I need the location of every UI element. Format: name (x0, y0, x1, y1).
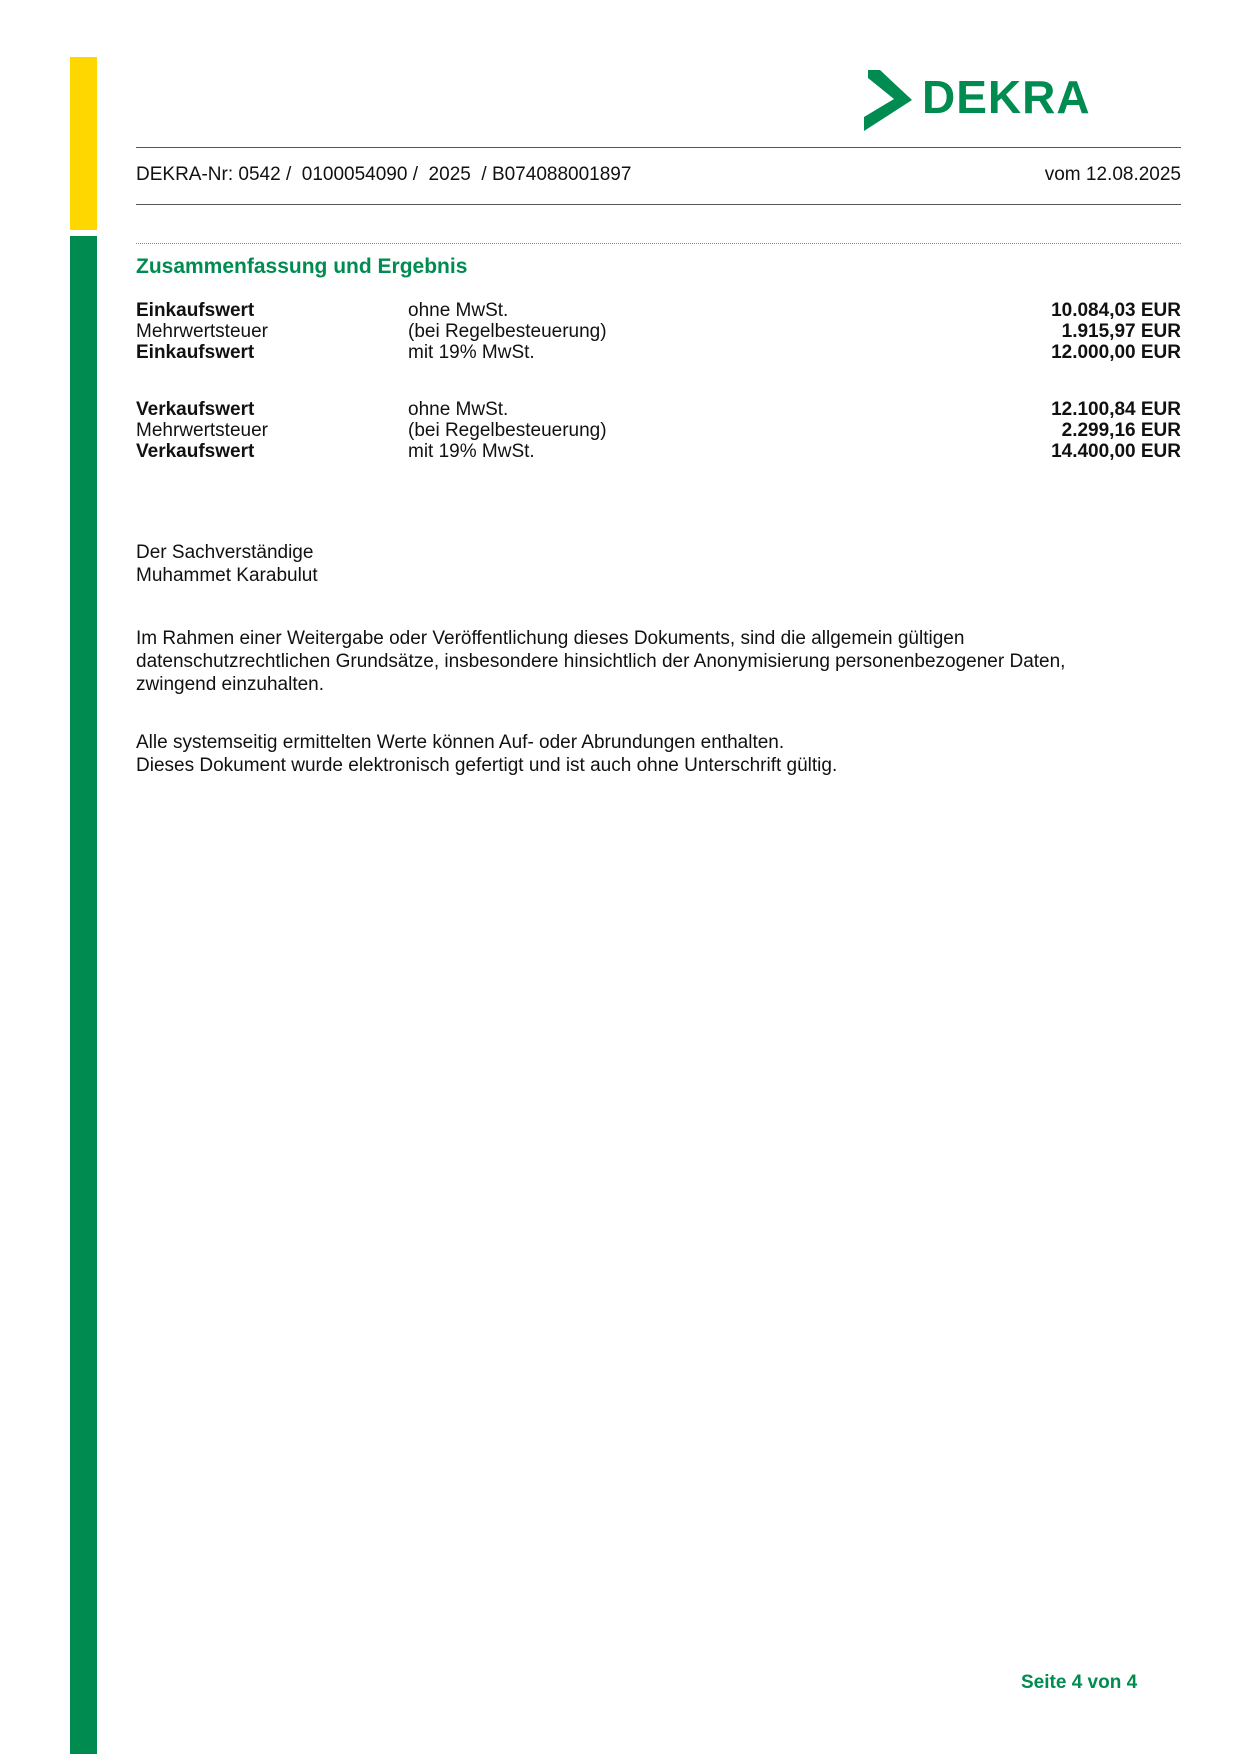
row-amount: 12.000,00 EUR (1051, 342, 1181, 363)
row-note: mit 19% MwSt. (408, 342, 535, 363)
document-date: vom 12.08.2025 (1044, 164, 1181, 185)
section-title: Zusammenfassung und Ergebnis (136, 255, 468, 278)
system-notice (136, 731, 1181, 777)
row-note: ohne MwSt. (408, 300, 509, 321)
row-note: (bei Regelbesteuerung) (408, 420, 607, 441)
privacy-notice-line: Im Rahmen einer Weitergabe oder Veröffentlichung dieses Dokuments, sind die allgemein gültigen (136, 628, 965, 649)
row-label: Mehrwertsteuer (136, 321, 268, 342)
signer-role: Der Sachverständige (136, 542, 314, 563)
sale-values-table (136, 399, 1181, 462)
row-label: Mehrwertsteuer (136, 420, 268, 441)
dekra-logo-icon (862, 68, 918, 134)
page-number: Seite 4 von 4 (1021, 1672, 1138, 1693)
system-notice-line: Dieses Dokument wurde elektronisch gefertigt und ist auch ohne Unterschrift gültig. (136, 755, 838, 776)
row-label: Verkaufswert (136, 441, 255, 462)
row-note: (bei Regelbesteuerung) (408, 321, 607, 342)
purchase-row-gross (136, 342, 1181, 363)
row-note: ohne MwSt. (408, 399, 509, 420)
privacy-notice (136, 627, 1181, 696)
dotted-divider (136, 243, 1181, 244)
header-rule-top (136, 147, 1181, 148)
row-label: Einkaufswert (136, 300, 255, 321)
brand-bar-green (70, 236, 97, 1754)
row-amount: 12.100,84 EUR (1051, 399, 1181, 420)
row-amount: 10.084,03 EUR (1051, 300, 1181, 321)
purchase-row-net (136, 300, 1181, 321)
system-notice-line: Alle systemseitig ermittelten Werte können Auf- oder Abrundungen enthalten. (136, 732, 785, 753)
row-label: Einkaufswert (136, 342, 255, 363)
privacy-notice-line: datenschutzrechtlichen Grundsätze, insbesondere hinsichtlich der Anonymisierung personenbezogener Daten, (136, 651, 1066, 672)
sale-row-net (136, 399, 1181, 420)
signer-name: Muhammet Karabulut (136, 565, 318, 586)
row-note: mit 19% MwSt. (408, 441, 535, 462)
purchase-values-table (136, 300, 1181, 363)
signer-block (136, 541, 1181, 587)
row-amount: 14.400,00 EUR (1051, 441, 1181, 462)
row-label: Verkaufswert (136, 399, 255, 420)
sale-row-gross (136, 441, 1181, 462)
privacy-notice-line: zwingend einzuhalten. (136, 674, 325, 695)
brand-bar-yellow (70, 57, 97, 230)
header-rule-bottom (136, 204, 1181, 205)
sale-row-vat (136, 420, 1181, 441)
row-amount: 1.915,97 EUR (1061, 321, 1181, 342)
dekra-logo (862, 68, 1091, 134)
purchase-row-vat (136, 321, 1181, 342)
dekra-reference-number: DEKRA-Nr: 0542 / 0100054090 / 2025 / B074088001897 (136, 164, 632, 185)
row-amount: 2.299,16 EUR (1061, 420, 1181, 441)
dekra-logo-text: DEKRA (922, 71, 1091, 123)
